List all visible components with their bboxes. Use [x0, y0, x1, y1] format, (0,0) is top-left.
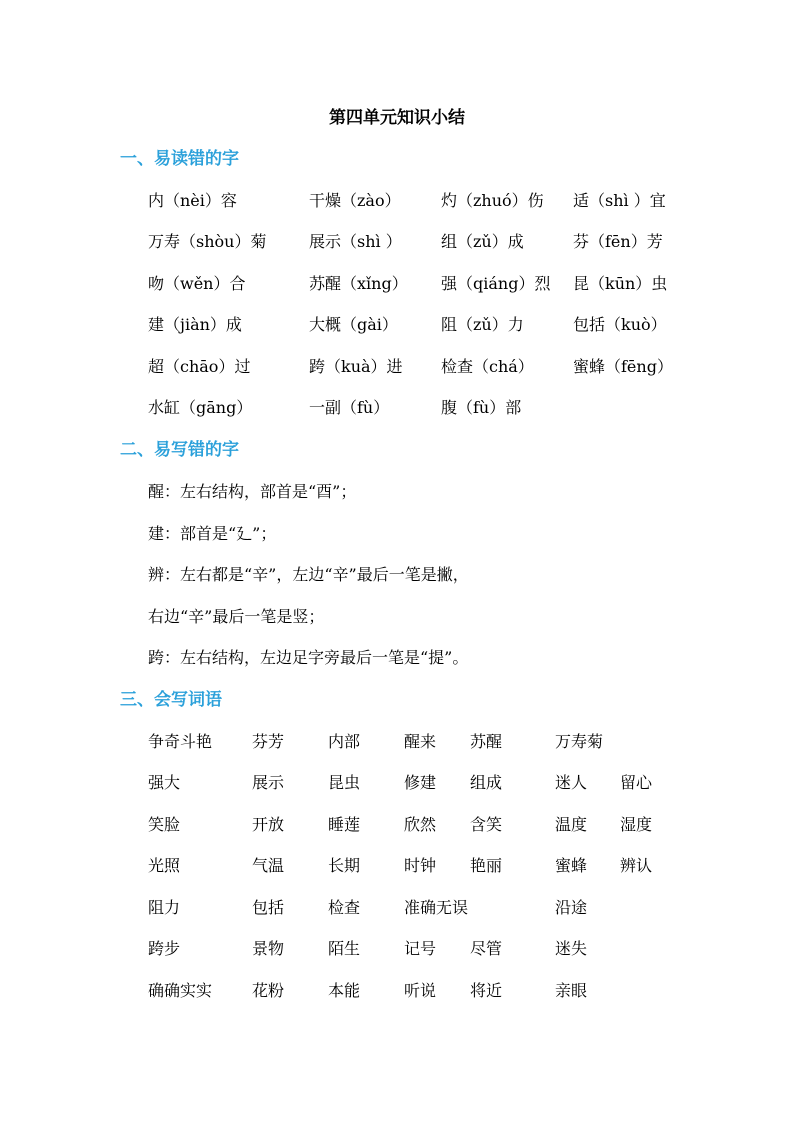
vocabulary-word: 花粉 [252, 981, 285, 1000]
pinyin-word: 适（shì ）宜 [573, 191, 666, 210]
pinyin-word: 灼（zhuó）伤 [441, 191, 544, 210]
pinyin-word: 蜜蜂（fēng） [573, 357, 673, 376]
vocabulary-word: 强大 [148, 773, 181, 792]
table-row [0, 230, 794, 254]
pinyin-word: 包括（kuò） [573, 315, 667, 334]
vocabulary-word: 开放 [252, 815, 285, 834]
vocabulary-word: 本能 [328, 981, 361, 1000]
pinyin-word: 腹（fù）部 [441, 398, 522, 417]
vocabulary-word: 争奇斗艳 [148, 732, 213, 751]
pinyin-word: 苏醒（xǐng） [309, 274, 408, 293]
vocabulary-word: 苏醒 [470, 732, 503, 751]
vocabulary-word: 展示 [252, 773, 285, 792]
table-row [0, 272, 794, 296]
vocabulary-word: 万寿菊 [555, 732, 604, 751]
vocabulary-word: 醒来 [404, 732, 437, 751]
pinyin-word: 万寿（shòu）菊 [148, 232, 267, 251]
vocabulary-word: 组成 [470, 773, 503, 792]
pinyin-word: 阻（zǔ）力 [441, 315, 524, 334]
section-heading-vocabulary: 三、会写词语 [120, 690, 222, 710]
table-row [0, 355, 794, 379]
list-item: 右边“辛”最后一笔是竖； [148, 607, 325, 626]
vocabulary-word: 辨认 [620, 856, 653, 875]
vocabulary-word: 湿度 [620, 815, 653, 834]
vocabulary-word: 亲眼 [555, 981, 588, 1000]
vocabulary-word: 气温 [252, 856, 285, 875]
pinyin-word: 芬（fēn）芳 [573, 232, 663, 251]
vocabulary-word: 长期 [328, 856, 361, 875]
vocabulary-word: 时钟 [404, 856, 437, 875]
table-row [0, 771, 794, 795]
vocabulary-word: 修建 [404, 773, 437, 792]
pinyin-word: 一副（fù） [309, 398, 390, 417]
table-row [0, 396, 794, 420]
table-row [0, 937, 794, 961]
pinyin-word: 大概（gài） [309, 315, 398, 334]
vocabulary-word: 沿途 [555, 898, 588, 917]
vocabulary-word: 内部 [328, 732, 361, 751]
vocabulary-word: 阻力 [148, 898, 181, 917]
vocabulary-word: 欣然 [404, 815, 437, 834]
table-row [0, 730, 794, 754]
pinyin-word: 内（nèi）容 [148, 191, 237, 210]
page-title: 第四单元知识小结 [329, 108, 465, 128]
list-item: 醒：左右结构，部首是“酉”； [148, 482, 357, 501]
table-row [0, 813, 794, 837]
table-row [0, 979, 794, 1003]
vocabulary-word: 确确实实 [148, 981, 213, 1000]
pinyin-word: 建（jiàn）成 [148, 315, 242, 334]
vocabulary-word: 睡莲 [328, 815, 361, 834]
vocabulary-word: 尽管 [470, 939, 503, 958]
section-heading-misread: 一、易读错的字 [120, 149, 239, 169]
vocabulary-word: 听说 [404, 981, 437, 1000]
vocabulary-word: 陌生 [328, 939, 361, 958]
vocabulary-word: 温度 [555, 815, 588, 834]
pinyin-word: 干燥（zào） [309, 191, 401, 210]
pinyin-word: 跨（kuà）进 [309, 357, 403, 376]
pinyin-word: 水缸（gāng） [148, 398, 253, 417]
table-row [0, 313, 794, 337]
vocabulary-word: 笑脸 [148, 815, 181, 834]
vocabulary-word: 跨步 [148, 939, 181, 958]
table-row [0, 896, 794, 920]
vocabulary-word: 光照 [148, 856, 181, 875]
vocabulary-word: 含笑 [470, 815, 503, 834]
vocabulary-word: 准确无误 [404, 898, 469, 917]
pinyin-word: 组（zǔ）成 [441, 232, 524, 251]
pinyin-word: 强（qiáng）烈 [441, 274, 551, 293]
vocabulary-word: 景物 [252, 939, 285, 958]
pinyin-word: 展示（shì ） [309, 232, 402, 251]
vocabulary-word: 迷失 [555, 939, 588, 958]
vocabulary-word: 昆虫 [328, 773, 361, 792]
pinyin-word: 昆（kūn）虫 [573, 274, 668, 293]
table-row [0, 189, 794, 213]
list-item: 跨：左右结构，左边足字旁最后一笔是“提”。 [148, 648, 469, 667]
pinyin-word: 检查（chá） [441, 357, 534, 376]
vocabulary-word: 艳丽 [470, 856, 503, 875]
vocabulary-word: 蜜蜂 [555, 856, 588, 875]
vocabulary-word: 迷人 [555, 773, 588, 792]
pinyin-word: 超（chāo）过 [148, 357, 251, 376]
list-item: 辨：左右都是“辛”，左边“辛”最后一笔是撇， [148, 565, 469, 584]
vocabulary-word: 记号 [404, 939, 437, 958]
vocabulary-word: 包括 [252, 898, 285, 917]
vocabulary-word: 芬芳 [252, 732, 285, 751]
vocabulary-word: 将近 [470, 981, 503, 1000]
table-row [0, 854, 794, 878]
list-item: 建：部首是“廴”； [148, 524, 277, 543]
vocabulary-word: 检查 [328, 898, 361, 917]
section-heading-miswritten: 二、易写错的字 [120, 440, 239, 460]
vocabulary-word: 留心 [620, 773, 653, 792]
pinyin-word: 吻（wěn）合 [148, 274, 246, 293]
